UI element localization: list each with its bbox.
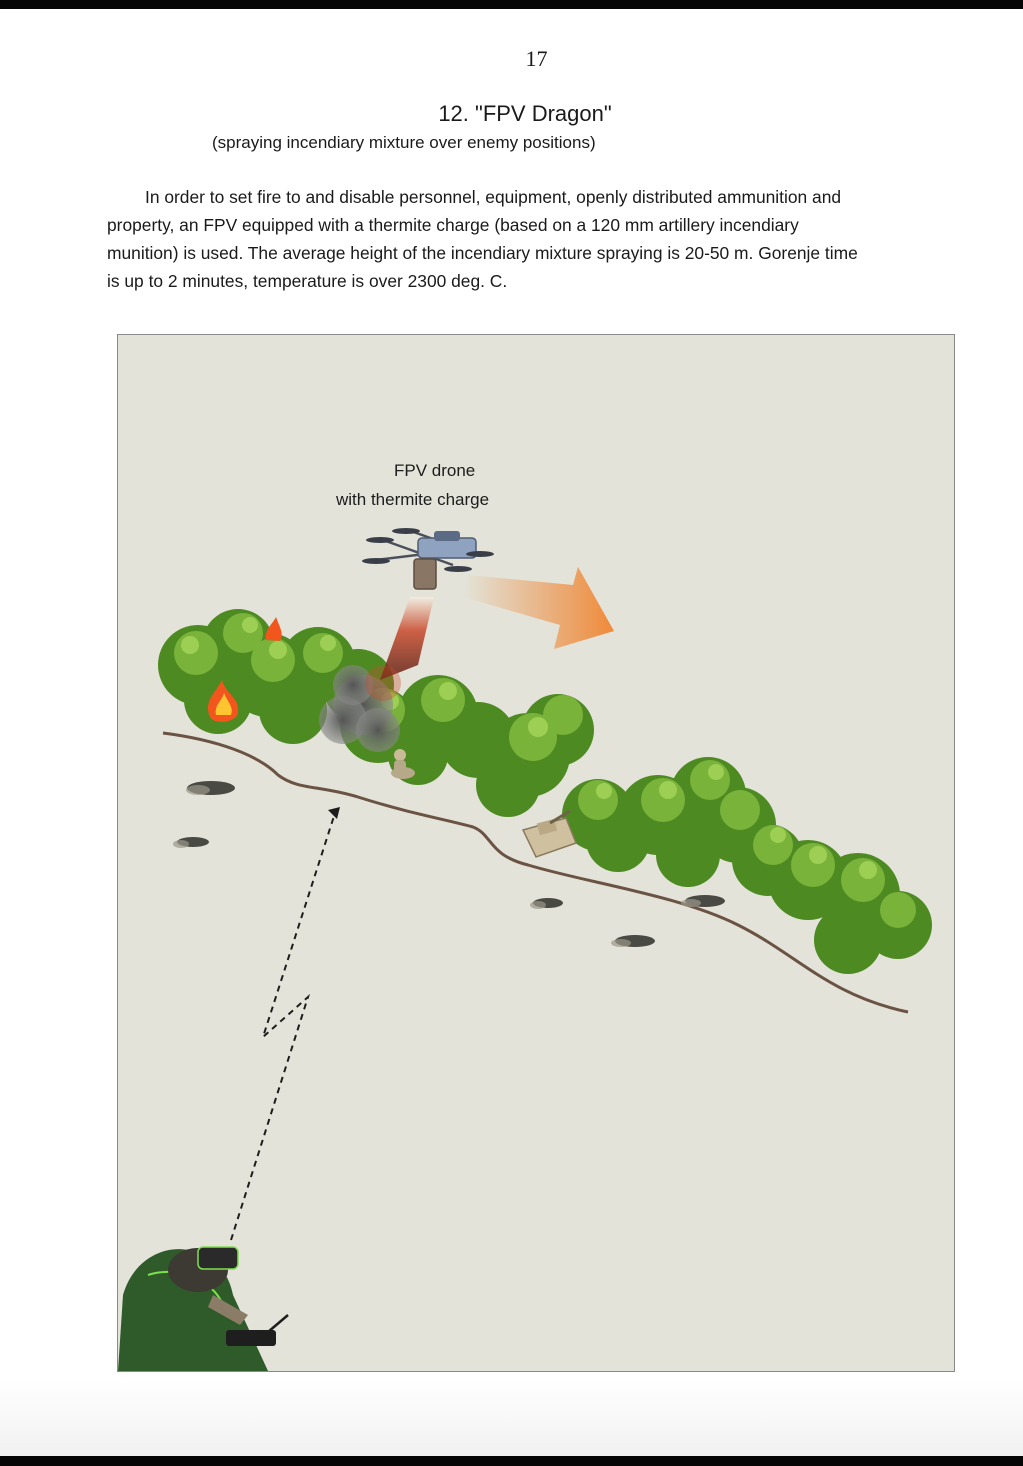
section-subtitle: (spraying incendiary mixture over enemy positions) xyxy=(212,133,596,152)
operator-icon xyxy=(118,1247,288,1371)
flight-direction-arrow xyxy=(463,567,614,649)
paragraph: In order to set fire to and disable personnel, equipment, openly distributed ammunition and property, an FPV equipped with a thermite charge (based on a 120 mm artillery incendiary munition) is used. The average height of the incendiary mixture spraying is 20-50 m. Gorenje time is up to 2 minutes, temperature is over 2300 deg. C. xyxy=(107,187,858,291)
bottom-border xyxy=(0,1456,1023,1466)
page-bottom xyxy=(0,1380,1023,1456)
tree-line xyxy=(158,609,932,974)
drone-label: FPV drone xyxy=(394,461,476,480)
page-number: 17 xyxy=(525,46,548,71)
fire-icon xyxy=(266,617,282,641)
illustration-canvas xyxy=(118,335,954,1371)
top-border xyxy=(0,0,1023,9)
drone-label-detail: with thermite charge xyxy=(336,490,490,509)
body-text xyxy=(107,183,867,295)
illustration xyxy=(117,334,955,1372)
signal-link-icon xyxy=(231,813,335,1240)
section-title: 12. "FPV Dragon" xyxy=(438,101,612,126)
